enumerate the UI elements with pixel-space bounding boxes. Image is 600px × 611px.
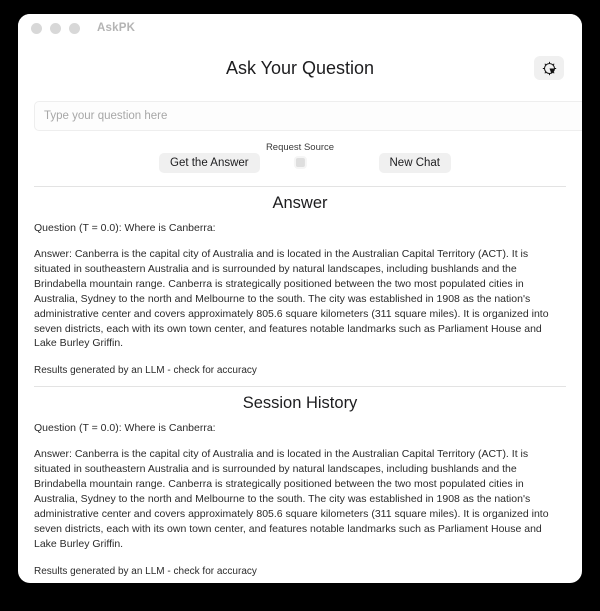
minimize-icon[interactable] xyxy=(50,23,61,34)
answer-question-line: Question (T = 0.0): Where is Canberra: xyxy=(34,222,216,234)
session-history-section xyxy=(34,394,566,576)
traffic-lights xyxy=(31,23,80,34)
history-answer-body: Answer: Canberra is the capital city of Australia and is located in the Australian Capital Territory (ACT). It is situated in southeastern Australia and is surrounded by natural landscapes, including bushlands and the Brindabella mountain range. Canberra is strategically positioned between the two most populated cities in Australia, Sydney to the north and Melbourne to the south. The city was established in 1908 as the nation's administrative center and covers approximately 805.6 square kilometers (311 square miles). It is organized into seven districts, each with its own town center, and features notable landmarks such as Parliament House and Lake Burley Griffin. xyxy=(34,448,549,550)
app-window xyxy=(18,14,582,583)
maximize-icon[interactable] xyxy=(69,23,80,34)
history-question-line: Question (T = 0.0): Where is Canberra: xyxy=(34,422,216,435)
get-the-answer-button[interactable]: Get the Answer xyxy=(159,153,260,173)
history-disclaimer: Results generated by an LLM - check for accuracy xyxy=(34,565,257,577)
answer-heading: Answer xyxy=(272,194,328,212)
window-title: AskPK xyxy=(97,22,136,34)
settings-button[interactable] xyxy=(534,56,564,80)
close-icon[interactable] xyxy=(31,23,42,34)
history-divider xyxy=(34,386,566,387)
page-title: Ask Your Question xyxy=(225,57,375,78)
header-row xyxy=(34,48,566,88)
new-chat-button[interactable]: New Chat xyxy=(379,153,452,173)
request-source-checkbox[interactable] xyxy=(294,156,307,169)
answer-body: Answer: Canberra is the capital city of Australia and is located in the Australian Capital Territory (ACT). It is situated in southeastern Australia and is surrounded by natural landscapes, including bushlands and the Brindabella mountain range. Canberra is strategically positioned between the two most populated cities in Australia, Sydney to the north and Melbourne to the south. The city was established in 1908 as the nation's administrative center and covers approximately 805.6 square kilometers (311 square miles). It is organized into seven districts, each with its own town center, and features notable landmarks such as Parliament House and Lake Burley Griffin. xyxy=(34,248,549,350)
answer-divider xyxy=(34,186,566,187)
main-content xyxy=(18,48,582,577)
answer-disclaimer: Results generated by an LLM - check for accuracy xyxy=(34,365,257,377)
title-bar xyxy=(18,14,582,42)
session-history-heading: Session History xyxy=(242,394,358,413)
answer-section xyxy=(34,194,566,376)
request-source-label: Request Source xyxy=(265,142,335,153)
request-source-group xyxy=(266,142,334,169)
search-input[interactable] xyxy=(34,101,582,131)
controls-row xyxy=(34,142,566,176)
gear-icon xyxy=(542,61,557,76)
